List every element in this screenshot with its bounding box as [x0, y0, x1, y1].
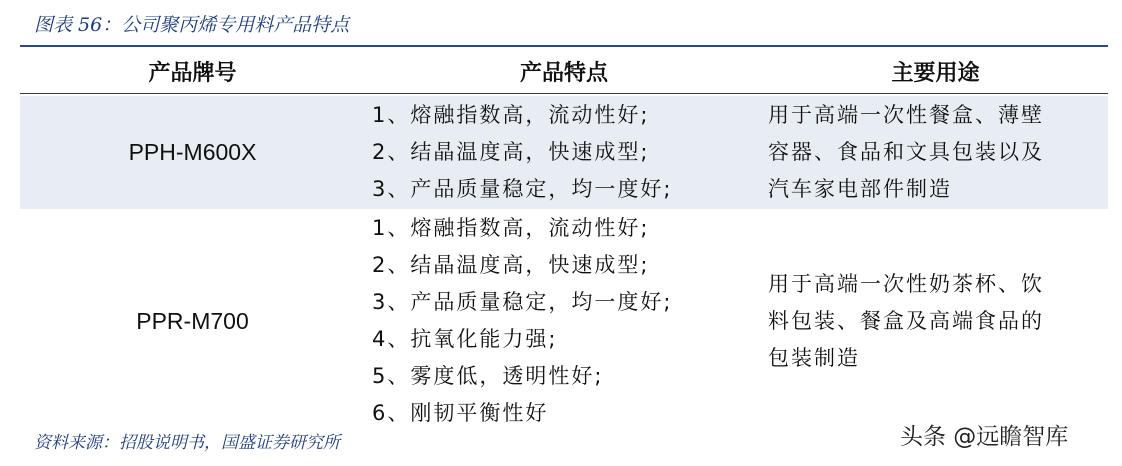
watermark: 头条 @远瞻智库 — [900, 424, 1069, 450]
main-uses-cell — [768, 266, 1098, 377]
main-uses-cell — [768, 97, 1098, 208]
header-product-features: 产品特点 — [519, 60, 608, 86]
product-grade-cell: PPH-M600X — [128, 139, 257, 165]
feature-item: 1、熔融指数高，流动性好; — [372, 216, 650, 240]
feature-item: 3、产品质量稳定，均一度好; — [372, 290, 673, 314]
table-row — [20, 96, 1108, 209]
feature-item: 6、刚韧平衡性好 — [372, 401, 549, 425]
use-line: 用于高端一次性奶茶杯、饮 — [768, 272, 1044, 296]
header-divider — [20, 93, 1108, 94]
source-note: 资料来源：招股说明书，国盛证券研究所 — [34, 433, 340, 453]
header-main-uses: 主要用途 — [891, 60, 980, 86]
product-features-cell — [372, 97, 672, 208]
header-product-grade: 产品牌号 — [148, 60, 237, 86]
feature-item: 4、抗氧化能力强; — [372, 327, 558, 351]
feature-item: 5、雾度低，透明性好; — [372, 364, 604, 388]
feature-item: 2、结晶温度高，快速成型; — [372, 253, 650, 277]
use-line: 包装制造 — [768, 346, 860, 370]
use-line: 用于高端一次性餐盒、薄壁 — [768, 103, 1044, 127]
feature-item: 2、结晶温度高，快速成型; — [372, 140, 650, 164]
product-features-cell — [372, 210, 672, 432]
use-line: 容器、食品和文具包装以及 — [768, 140, 1044, 164]
use-line: 料包装、餐盒及高端食品的 — [768, 309, 1044, 333]
caption-divider — [20, 45, 1108, 47]
figure-caption: 图表 56：公司聚丙烯专用料产品特点 — [34, 14, 350, 36]
feature-item: 1、熔融指数高，流动性好; — [372, 103, 650, 127]
use-line: 汽车家电部件制造 — [768, 177, 952, 201]
product-grade-cell: PPR-M700 — [136, 307, 249, 334]
table-row — [20, 210, 1108, 432]
feature-item: 3、产品质量稳定，均一度好; — [372, 177, 673, 201]
table-header — [20, 50, 1108, 92]
